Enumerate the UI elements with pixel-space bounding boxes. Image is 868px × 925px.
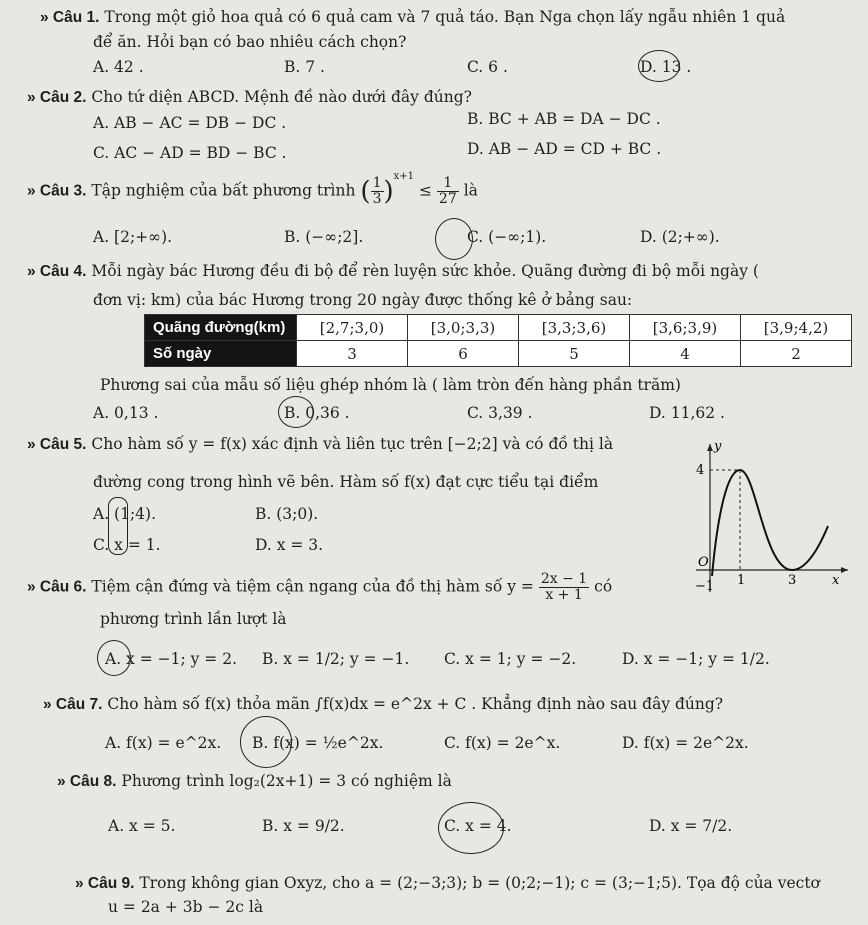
table-cell: [3,3;3,6) (519, 315, 630, 341)
option-a[interactable]: A. AB − AC = DB − DC . (93, 114, 287, 132)
question-text: Trong một giỏ hoa quả có 6 quả cam và 7 quả táo. Bạn Nga chọn lấy ngẫu nhiên 1 quả (104, 8, 786, 26)
function-graph (690, 440, 858, 600)
table-cell: [3,0;3,3) (408, 315, 519, 341)
question-label: » Câu 3. (27, 182, 87, 200)
option-c[interactable]: C. x = 1. (93, 536, 161, 554)
option-d[interactable]: D. f(x) = 2e^2x. (622, 734, 749, 752)
option-b[interactable]: B. (−∞;2]. (284, 228, 364, 246)
question-text: Phương trình log₂(2x+1) = 3 có nghiệm là (121, 772, 452, 790)
answer-circle (97, 640, 131, 676)
base-fraction: $\frac{1}{3}$ (372, 175, 382, 207)
option-b[interactable]: B. f(x) = ½e^2x. (252, 734, 384, 752)
option-a[interactable]: A. f(x) = e^2x. (105, 734, 222, 752)
y-axis-arrow-icon (707, 444, 713, 451)
option-b[interactable]: B. (3;0). (255, 505, 319, 523)
tick-label: 1 (737, 573, 746, 588)
paren-close: ) (383, 176, 394, 207)
question-suffix: có (594, 577, 613, 596)
table-header: Số ngày (145, 341, 297, 367)
answer-circle (638, 50, 680, 82)
option-d[interactable]: D. x = 7/2. (649, 817, 733, 835)
x-axis-arrow-icon (841, 567, 848, 573)
question-text: Mỗi ngày bác Hương đều đi bộ để rèn luyện sức khỏe. Quãng đường đi bộ mỗi ngày ( (91, 262, 759, 280)
question-8 (57, 772, 452, 791)
question-5 (27, 435, 613, 454)
question-label: » Câu 5. (27, 436, 87, 453)
question-text-cont: u = 2a + 3b − 2c là (108, 898, 264, 916)
table-cell: 3 (297, 341, 408, 367)
y-label: y (714, 440, 722, 454)
table-cell: 4 (630, 341, 741, 367)
question-text-cont: đơn vị: km) của bác Hương trong 20 ngày được thống kê ở bảng sau: (93, 291, 633, 309)
question-label: » Câu 8. (57, 773, 117, 790)
tick-label: −1 (695, 579, 715, 594)
option-c[interactable]: C. x = 4. (444, 817, 512, 835)
x-label: x (832, 573, 840, 588)
question-label: » Câu 6. (27, 578, 87, 596)
option-b[interactable]: B. 0,36 . (284, 404, 350, 422)
answer-circle (240, 716, 292, 768)
question-text: Tiệm cận đứng và tiệm cận ngang của đồ thị hàm số y = (91, 577, 534, 596)
question-text: Cho hàm số y = f(x) xác định và liên tục trên [−2;2] và có đồ thị là (91, 435, 614, 453)
table-cell: [2,7;3,0) (297, 315, 408, 341)
table-row (145, 315, 852, 341)
option-c[interactable]: C. x = 1; y = −2. (444, 650, 577, 668)
question-label: » Câu 1. (40, 9, 100, 26)
answer-circle (435, 218, 473, 260)
table-cell: 5 (519, 341, 630, 367)
question-label: » Câu 7. (43, 696, 103, 713)
option-b[interactable]: B. x = 9/2. (262, 817, 345, 835)
option-d[interactable]: D. x = 3. (255, 536, 324, 554)
option-c[interactable]: C. 3,39 . (467, 404, 533, 422)
question-text: Cho hàm số f(x) thỏa mãn ∫f(x)dx = e^2x + C . Khẳng định nào sau đây đúng? (107, 695, 724, 713)
question-text-cont: phương trình lần lượt là (100, 610, 287, 628)
option-a[interactable]: A. 42 . (93, 58, 144, 76)
option-b[interactable]: B. 7 . (284, 58, 325, 76)
function-fraction: $\frac{2x - 1}{x + 1}$ (540, 571, 588, 603)
table-cell: [3,9;4,2) (741, 315, 852, 341)
table-cell: [3,6;3,9) (630, 315, 741, 341)
question-3 (27, 171, 478, 207)
frequency-table (144, 314, 852, 367)
question-text: Cho tứ diện ABCD. Mệnh đề nào dưới đây đúng? (91, 88, 472, 106)
option-a[interactable]: A. x = 5. (108, 817, 176, 835)
table-header: Quãng đường(km) (145, 315, 297, 341)
option-c[interactable]: C. AC − AD = BD − BC . (93, 144, 287, 162)
origin-label: O (698, 555, 709, 570)
option-c[interactable]: C. 6 . (467, 58, 508, 76)
question-suffix: là (463, 181, 478, 200)
inequality-sign: ≤ (418, 181, 432, 200)
answer-circle (278, 396, 314, 428)
option-d[interactable]: D. 13 . (640, 58, 692, 76)
answer-circle (438, 802, 504, 854)
function-curve (712, 470, 828, 576)
table-cell: 6 (408, 341, 519, 367)
option-b[interactable]: B. x = 1/2; y = −1. (262, 650, 410, 668)
question-text-cont: Phương sai của mẫu số liệu ghép nhóm là ( làm tròn đến hàng phần trăm) (100, 376, 681, 394)
question-2 (27, 88, 472, 107)
question-1 (40, 8, 785, 27)
question-text-cont: đường cong trong hình vẽ bên. Hàm số f(x) đạt cực tiểu tại điểm (93, 473, 599, 491)
paren-open: ( (360, 176, 371, 207)
option-c[interactable]: C. f(x) = 2e^x. (444, 734, 561, 752)
option-b[interactable]: B. BC + AB = DA − DC . (467, 110, 661, 128)
question-label: » Câu 4. (27, 263, 87, 280)
tick-label: 3 (788, 573, 797, 588)
question-label: » Câu 2. (27, 89, 87, 106)
question-text: Tập nghiệm của bất phương trình (91, 181, 356, 200)
option-d[interactable]: D. (2;+∞). (640, 228, 720, 246)
question-6 (27, 572, 612, 603)
question-4 (27, 262, 759, 281)
tick-label: 4 (696, 463, 705, 478)
option-a[interactable]: A. (1;4). (93, 505, 157, 523)
question-text-cont: để ăn. Hỏi bạn có bao nhiêu cách chọn? (93, 33, 407, 51)
rhs-fraction: $\frac{1}{27}$ (438, 175, 457, 207)
option-d[interactable]: D. 11,62 . (649, 404, 725, 422)
answer-mark (108, 497, 128, 555)
option-d[interactable]: D. x = −1; y = 1/2. (622, 650, 770, 668)
question-9 (75, 874, 820, 893)
table-row (145, 341, 852, 367)
question-text: Trong không gian Oxyz, cho a = (2;−3;3); b = (0;2;−1); c = (3;−1;5). Tọa độ của vectơ (139, 874, 820, 892)
option-a[interactable]: A. [2;+∞). (93, 228, 173, 246)
option-c[interactable]: C. (−∞;1). (467, 228, 547, 246)
exponent: x+1 (393, 171, 415, 183)
option-a[interactable]: A. 0,13 . (93, 404, 159, 422)
question-label: » Câu 9. (75, 875, 135, 892)
table-cell: 2 (741, 341, 852, 367)
question-7 (43, 695, 723, 714)
option-a[interactable]: A. x = −1; y = 2. (105, 650, 238, 668)
option-d[interactable]: D. AB − AD = CD + BC . (467, 140, 662, 158)
